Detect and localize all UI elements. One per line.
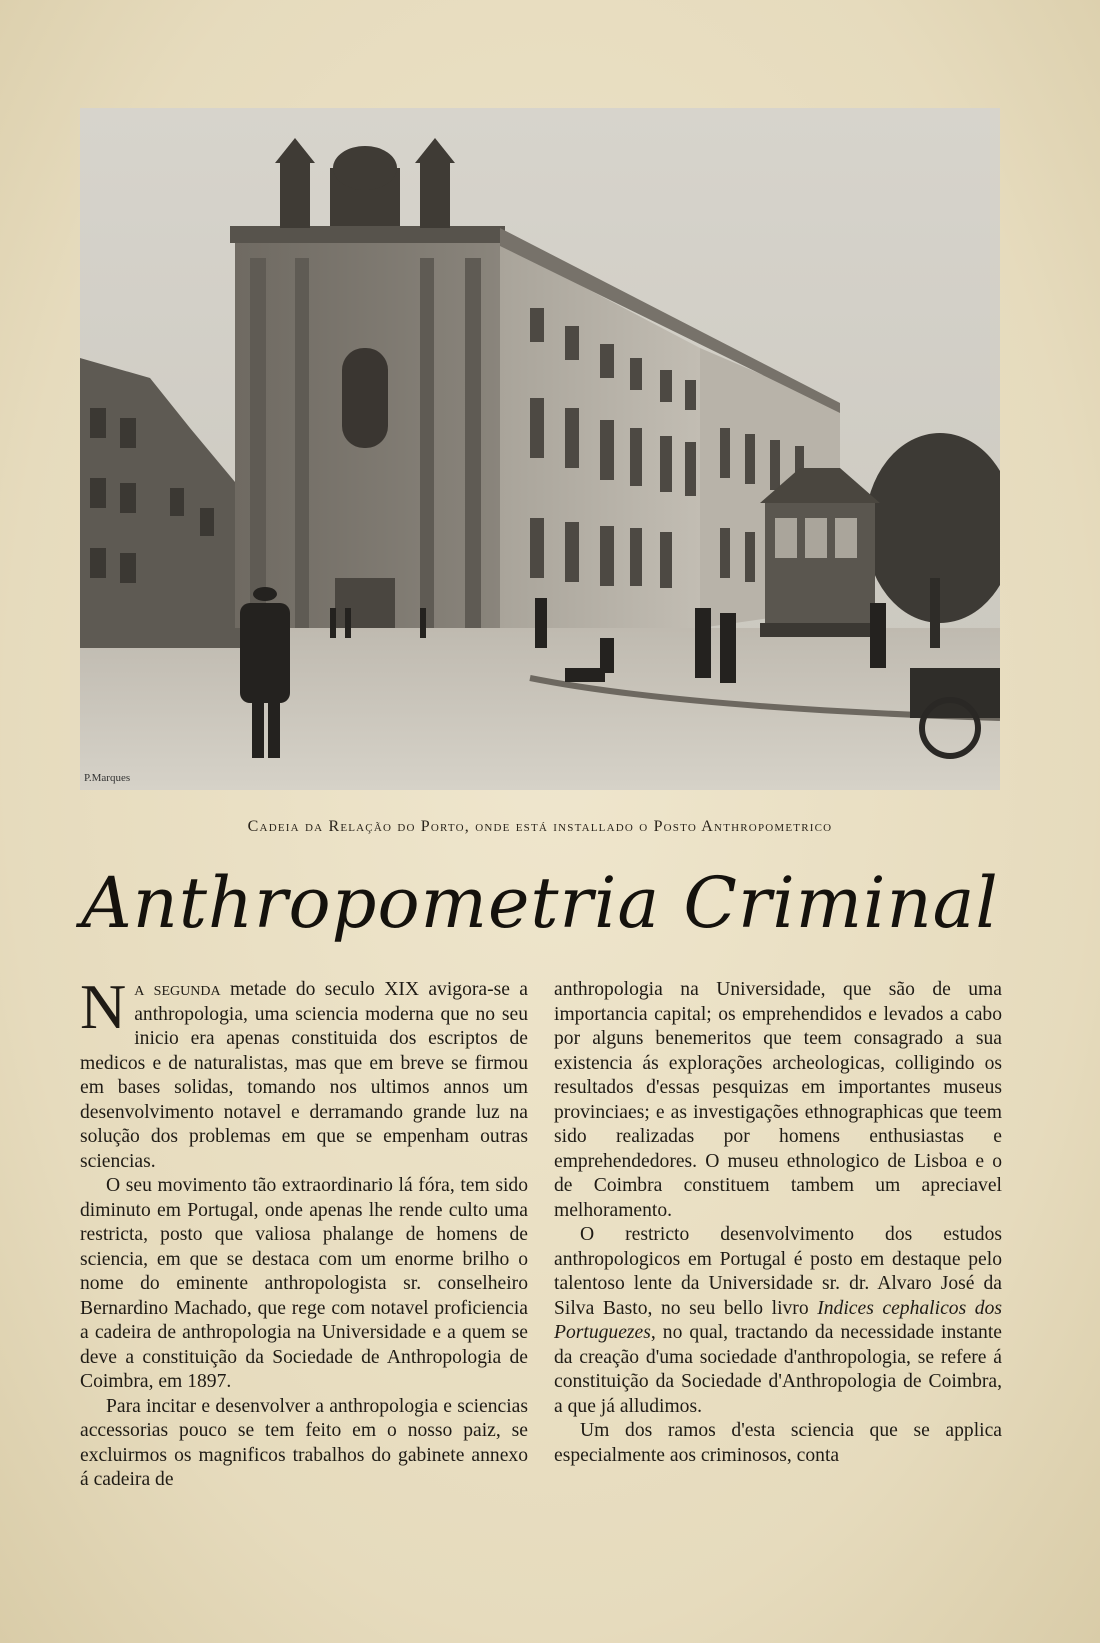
paragraph-4: [554, 1223, 1002, 1419]
paragraph-2: O seu movimento tão extraordinario lá fóra, tem sido diminuto em Portugal, onde apenas lhe rende culto uma restricta, posto que valiosa phalange de homens de sciencia, em que se destaca com um enorme brilho o nome do eminente anthropologista sr. conselheiro Bernardino Machado, que rege com notavel proficiencia a cadeira de anthropologia na Universidade e a quem se deve a constituição da Sociedade de Anthropologia de Coimbra, em 1897.: [80, 1175, 528, 1392]
building-photograph: [80, 108, 1000, 790]
paragraph-3: Para incitar e desenvolver a anthropologia e sciencias accessorias pouco se tem feito em o nosso paiz, se excluirmos os magnificos trabalhos do gabinete annexo á cadeira de: [80, 1395, 528, 1490]
column-right: [554, 978, 1002, 1468]
article-title: Anthropometria Criminal: [81, 862, 999, 944]
paragraph-3-continued: anthropologia na Universidade, que são de uma importancia capital; os emprehendidos e levados a cabo por alguns benemeritos que teem consagrado a sua existencia ás explorações archeologicas, colligindo os resultados d'essas pesquizas em importantes museus provinciaes; e as investigações ethnographicas que teem sido realizadas por homens enthusiastas e emprehendedores. O museu ethnologico de Lisboa e o de Coimbra constituem tambem um apreciavel melhoramento.: [554, 979, 1002, 1221]
paragraph-4-text-b: , no qual, tractando da necessidade instante da creação d'uma sociedade d'anthropologia, se refere á constituição da Sociedade d'Anthropologia de Coimbra, a que já alludimos.: [554, 1322, 1002, 1417]
photo-caption: Cadeia da Relação do Porto, onde está installado o Posto Anthropometrico: [247, 818, 833, 835]
paragraph-4-text-a: O restricto desenvolvimento dos estudos anthropologicos em Portugal é posto em destaque pelo talentoso lente da Universidade sr. dr. Alvaro José da Silva Basto, no seu bello livro: [554, 1224, 1002, 1319]
book-title: Indices cephalicos dos Portuguezes: [554, 1297, 1002, 1343]
opening-words: a segunda: [134, 979, 221, 1000]
column-left: [80, 971, 529, 1493]
paragraph-1: [80, 971, 529, 1174]
paragraph-5: Um dos ramos d'esta sciencia que se applica especialmente aos criminosos, conta: [554, 1420, 1002, 1466]
engraver-signature: P.Marques: [84, 772, 131, 784]
photo-illustration: [80, 108, 1000, 790]
drop-cap: N: [80, 971, 127, 1042]
paragraph-1-text: metade do seculo XIX avigora-se a anthropologia, uma sciencia moderna que no seu inicio era apenas constituida dos escriptos de medicos e de naturalistas, mas que em breve se firmou em bases solidas, tomando nos ultimos annos um desenvolvimento notavel e derramando grande luz na solução dos problemas em que se empenham outras sciencias.: [80, 979, 529, 1172]
